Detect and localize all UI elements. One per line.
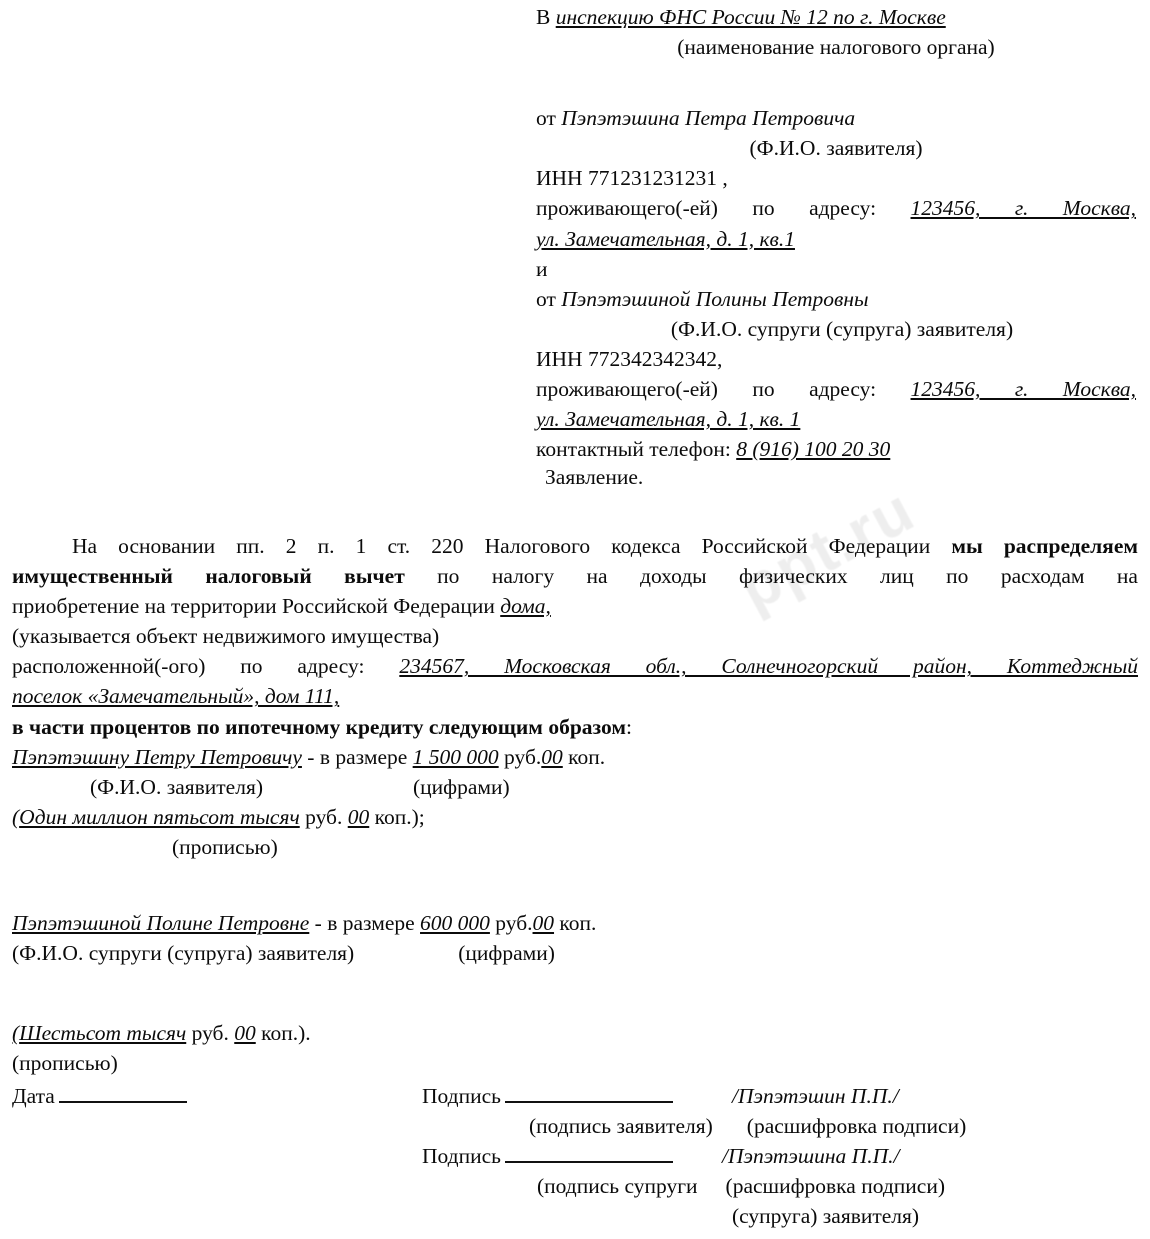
applicant-inn-label: ИНН	[536, 166, 588, 191]
share-1-person-name: Пэпэтэшину Петру Петровичу	[12, 744, 302, 769]
applicant-signature-name	[732, 1081, 899, 1111]
spouse-phone-line	[536, 434, 1136, 464]
share-2-amount-line	[12, 908, 1138, 938]
location-line-2	[12, 681, 1138, 711]
location-line-1	[12, 651, 1138, 681]
spouse-inn-line	[536, 344, 1136, 374]
share-2-kopecks-label: коп.	[554, 911, 597, 936]
share-1-captions-row	[12, 772, 1138, 802]
distribution-clause	[12, 712, 1138, 742]
applicant-from-prefix: от	[536, 106, 562, 131]
location-value-1: 234567, Московская обл., Солнечногорский район, Коттеджный	[399, 654, 1139, 679]
document-body	[12, 531, 1138, 1078]
caption-spouse-tail: (супруга) заявителя)	[732, 1204, 920, 1229]
share-1-kopecks-label: коп.	[562, 744, 606, 769]
share-1-caption-words: (прописью)	[172, 834, 278, 859]
share-2-words-open: (	[12, 1021, 20, 1046]
distribution-colon: :	[626, 714, 633, 739]
applicant-name-line	[536, 103, 1136, 133]
share-1-caption-person: (Ф.И.О. заявителя)	[90, 774, 263, 799]
signature-label-2: Подпись	[422, 1144, 501, 1169]
share-1-kopecks: 00	[541, 744, 563, 769]
document-title: Заявление.	[545, 465, 644, 489]
share-2-words-tail: коп.).	[255, 1021, 311, 1046]
caption-transcript-2: (расшифровка подписи)	[725, 1174, 946, 1199]
phone-value: 8 (916) 100 20 30	[736, 437, 891, 462]
share-1-rub-label: руб.	[498, 744, 542, 769]
addressee-header-block	[536, 2, 1136, 464]
applicant-inn-line	[536, 163, 1136, 193]
share-2-amount-digits: 600 000	[420, 911, 490, 936]
spouse-inn-value: 772342342342	[587, 346, 717, 371]
applicant-name: Пэпэтэшина Петра Петровича	[561, 106, 856, 131]
caption-transcript-1: (расшифровка подписи)	[746, 1114, 967, 1139]
watermark: ppt.ru	[727, 475, 926, 625]
spouse-address-value-2: ул. Замечательная, д. 1, кв. 1	[536, 407, 801, 432]
body-intro-text-2: по налогу на доходы физических лиц по расходам на	[404, 564, 1138, 589]
signature-label-1: Подпись	[422, 1084, 501, 1108]
spouse-signature-row	[12, 1141, 1138, 1171]
date-and-signature-row	[12, 1081, 1138, 1111]
share-2-caption-digits: (цифрами)	[458, 941, 555, 966]
spouse-name: Пэпэтэшиной Полины Петровны	[561, 286, 869, 311]
date-input-line[interactable]	[59, 1101, 187, 1103]
spouse-inn-label: ИНН	[536, 346, 588, 371]
applicant-inn-value: 771231231231	[587, 166, 717, 191]
share-2-rub-label: руб.	[489, 911, 533, 936]
spacer	[12, 862, 1138, 908]
share-1-amount-digits: 1 500 000	[412, 744, 499, 769]
date-label: Дата	[12, 1084, 55, 1108]
signature-captions-row-2	[12, 1171, 1138, 1201]
share-2-caption-words: (прописью)	[12, 1051, 118, 1076]
spouse-name-caption: (Ф.И.О. супруги (супруга) заявителя)	[670, 316, 1014, 341]
share-2-separator: - в размере	[309, 911, 421, 936]
spouse-signature-line[interactable]	[505, 1161, 673, 1163]
applicant-address-value-1: 123456, г. Москва,	[910, 196, 1137, 221]
location-value-2: поселок «Замечательный», дом 111,	[12, 684, 340, 709]
share-1-words-rub: руб.	[299, 804, 348, 829]
body-bold-we-distribute: мы распределяем	[951, 534, 1139, 558]
applicant-address-line-2	[536, 224, 1136, 254]
spouse-address-label: проживающего(-ей) по адресу:	[536, 377, 877, 402]
body-intro-line-1	[12, 531, 1138, 561]
spouse-inn-suffix: ,	[716, 346, 723, 371]
body-intro-line-2	[12, 561, 1138, 591]
share-2-person-name: Пэпэтэшиной Полине Петровне	[12, 911, 310, 936]
applicant-address-label: проживающего(-ей) по адресу:	[536, 196, 877, 221]
spouse-signature-name	[722, 1141, 899, 1171]
share-2-words-rub: руб.	[186, 1021, 235, 1046]
share-1-words-open: (	[12, 804, 20, 829]
spouse-address-line-2	[536, 404, 1136, 434]
signature-block	[12, 1081, 1138, 1231]
applicant-signature-line[interactable]	[505, 1101, 673, 1103]
applicant-name-caption: (Ф.И.О. заявителя)	[749, 136, 923, 161]
body-intro-text-3: приобретение на территории Российской Федерации	[12, 594, 501, 619]
location-label: расположенной(-ого) по адресу:	[12, 654, 365, 679]
date-cell	[12, 1081, 422, 1111]
share-1-amount-words: Один миллион пятьсот тысяч	[19, 804, 300, 829]
addressee-line	[536, 2, 1136, 32]
spouse-address-line-1	[536, 374, 1136, 404]
spacer	[12, 968, 1138, 1018]
share-2-caption-person: (Ф.И.О. супруги (супруга) заявителя)	[12, 941, 355, 966]
spouse-name-line	[536, 284, 1136, 314]
applicant-inn-suffix: ,	[716, 166, 728, 191]
conjunction-line: и	[536, 256, 548, 281]
tax-office-value: инспекцию ФНС России № 12 по г. Москве	[555, 5, 946, 29]
applicant-address-line-1	[536, 193, 1136, 223]
caption-applicant-signature: (подпись заявителя)	[529, 1114, 713, 1139]
spouse-from-prefix: от	[536, 286, 562, 311]
share-1-amount-line	[12, 742, 1138, 772]
share-1-caption-digits: (цифрами)	[413, 774, 510, 799]
applicant-address-value-2: ул. Замечательная, д. 1, кв.1	[536, 226, 795, 251]
spouse-signature-name-text: /Пэпэтэшина П.П./	[721, 1144, 900, 1169]
property-caption: (указывается объект недвижимого имущества)	[12, 624, 440, 649]
share-1-words-tail: коп.);	[369, 804, 425, 829]
share-1-words-line	[12, 802, 1138, 832]
share-2-words-line	[12, 1018, 1138, 1048]
addressee-caption: (наименование налогового органа)	[677, 35, 995, 60]
share-2-words-kopecks: 00	[234, 1021, 256, 1046]
signature-captions-row-1	[12, 1111, 1138, 1141]
caption-spouse-signature: (подпись супруги	[537, 1174, 698, 1199]
spouse-address-value-1: 123456, г. Москва,	[910, 377, 1137, 402]
share-1-words-kopecks: 00	[347, 804, 370, 829]
applicant-signature-name-text: /Пэпэтэшин П.П./	[731, 1084, 899, 1108]
spacer	[536, 62, 1136, 103]
body-bold-property-deduction: имущественный налоговый вычет	[12, 564, 405, 589]
property-type-value: дома,	[500, 594, 551, 619]
share-2-captions-row	[12, 938, 1138, 968]
share-2-kopecks: 00	[532, 911, 555, 936]
addressee-prefix: В	[536, 5, 556, 29]
share-2-amount-words: Шестьсот тысяч	[19, 1021, 187, 1046]
phone-label: контактный телефон:	[536, 437, 737, 462]
share-1-separator: - в размере	[301, 744, 413, 769]
body-intro-line-3	[12, 591, 1138, 621]
body-intro-text-1: На основании пп. 2 п. 1 ст. 220 Налогового кодекса Российской Федерации	[72, 534, 952, 558]
distribution-bold-text: в части процентов по ипотечному кредиту следующим образом	[12, 714, 627, 739]
